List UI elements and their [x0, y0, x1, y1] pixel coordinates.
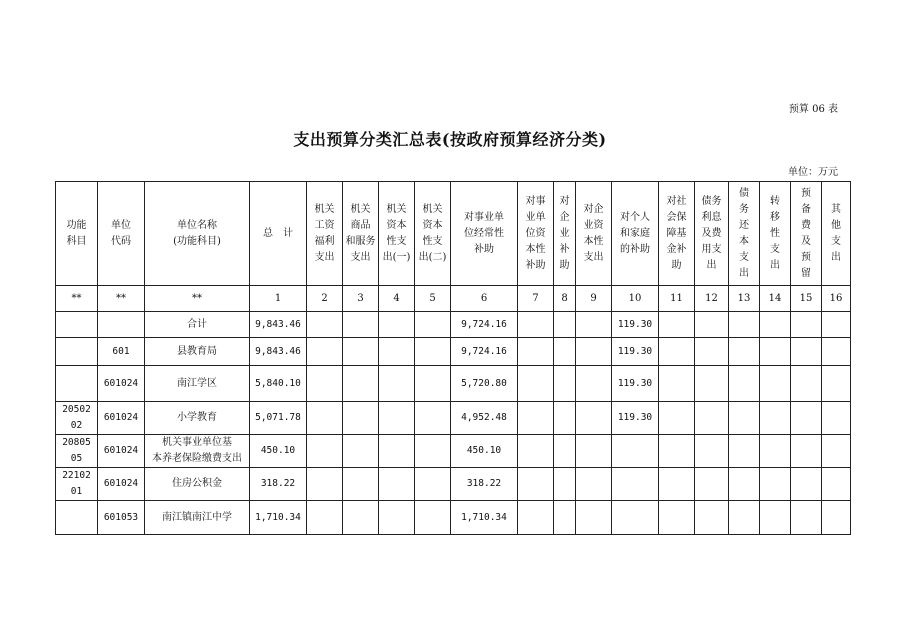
amount-cell: 119.30 — [612, 402, 659, 435]
index-cell: 8 — [554, 286, 576, 312]
amount-cell: 318.22 — [451, 468, 518, 501]
amount-cell — [576, 366, 612, 402]
amount-cell — [379, 402, 415, 435]
amount-cell — [791, 468, 822, 501]
func-subject-cell — [56, 501, 98, 535]
budget-table — [55, 181, 851, 535]
amount-cell — [791, 312, 822, 338]
unit-name-cell: 南江镇南江中学 — [145, 501, 250, 535]
amount-cell — [415, 312, 451, 338]
amount-cell — [791, 366, 822, 402]
func-subject-cell: 22102 01 — [56, 468, 98, 501]
unit-name-cell: 小学教育 — [145, 402, 250, 435]
total-cell: 450.10 — [250, 435, 307, 468]
amount-cell — [695, 312, 729, 338]
amount-cell: 119.30 — [612, 312, 659, 338]
index-cell: 4 — [379, 286, 415, 312]
amount-cell — [307, 501, 343, 535]
amount-cell — [379, 435, 415, 468]
unit-code-cell — [98, 312, 145, 338]
header-col-5: 机关 资本 性支 出(二) — [415, 182, 451, 286]
amount-cell: 9,724.16 — [451, 338, 518, 366]
amount-cell — [343, 468, 379, 501]
amount-cell — [307, 402, 343, 435]
index-cell: 6 — [451, 286, 518, 312]
amount-cell — [307, 366, 343, 402]
amount-cell — [695, 501, 729, 535]
table-row — [56, 501, 851, 535]
amount-cell — [379, 468, 415, 501]
amount-cell — [554, 468, 576, 501]
table-row — [56, 435, 851, 468]
amount-cell — [576, 468, 612, 501]
header-unit-code: 单位 代码 — [98, 182, 145, 286]
amount-cell — [518, 338, 554, 366]
amount-cell — [576, 435, 612, 468]
index-cell: 16 — [822, 286, 851, 312]
amount-cell — [415, 366, 451, 402]
amount-cell — [307, 312, 343, 338]
amount-cell — [822, 468, 851, 501]
table-row — [56, 468, 851, 501]
index-cell: 12 — [695, 286, 729, 312]
header-total: 总 计 — [250, 182, 307, 286]
amount-cell: 119.30 — [612, 366, 659, 402]
amount-cell — [729, 501, 760, 535]
header-row — [56, 182, 851, 286]
amount-cell — [379, 501, 415, 535]
index-cell: ** — [56, 286, 98, 312]
amount-cell — [729, 338, 760, 366]
amount-cell — [415, 468, 451, 501]
amount-cell — [760, 402, 791, 435]
total-cell: 5,071.78 — [250, 402, 307, 435]
index-cell: 9 — [576, 286, 612, 312]
total-cell: 318.22 — [250, 468, 307, 501]
header-func-subject: 功能 科目 — [56, 182, 98, 286]
amount-cell — [554, 402, 576, 435]
amount-cell — [518, 501, 554, 535]
header-col-6: 对事业单 位经常性 补助 — [451, 182, 518, 286]
amount-cell — [822, 501, 851, 535]
amount-cell — [343, 501, 379, 535]
amount-cell — [760, 468, 791, 501]
amount-cell: 9,724.16 — [451, 312, 518, 338]
amount-cell — [659, 501, 695, 535]
amount-cell — [612, 435, 659, 468]
header-col-9: 对企 业资 本性 支出 — [576, 182, 612, 286]
amount-cell — [576, 402, 612, 435]
amount-cell — [791, 435, 822, 468]
amount-cell — [518, 435, 554, 468]
total-cell: 9,843.46 — [250, 338, 307, 366]
amount-cell — [760, 501, 791, 535]
header-unit-name: 单位名称 (功能科目) — [145, 182, 250, 286]
header-col-13: 债 务 还 本 支 出 — [729, 182, 760, 286]
func-subject-cell: 20805 05 — [56, 435, 98, 468]
table-row — [56, 338, 851, 366]
amount-cell — [518, 468, 554, 501]
amount-cell — [659, 435, 695, 468]
unit-name-cell: 南江学区 — [145, 366, 250, 402]
amount-cell — [518, 366, 554, 402]
amount-cell — [760, 338, 791, 366]
index-cell: 13 — [729, 286, 760, 312]
amount-cell — [554, 312, 576, 338]
func-subject-cell — [56, 366, 98, 402]
header-col-11: 对社 会保 障基 金补 助 — [659, 182, 695, 286]
amount-cell — [729, 468, 760, 501]
amount-cell — [612, 468, 659, 501]
header-col-12: 债务 利息 及费 用支 出 — [695, 182, 729, 286]
amount-cell — [729, 435, 760, 468]
header-col-8: 对 企 业 补 助 — [554, 182, 576, 286]
index-cell: 11 — [659, 286, 695, 312]
amount-cell — [554, 501, 576, 535]
unit-code-cell: 601053 — [98, 501, 145, 535]
index-cell: 15 — [791, 286, 822, 312]
amount-cell — [729, 402, 760, 435]
amount-cell — [791, 338, 822, 366]
amount-cell — [695, 338, 729, 366]
amount-cell — [576, 338, 612, 366]
unit-label: 单位：万元 — [788, 167, 838, 178]
amount-cell — [729, 312, 760, 338]
amount-cell — [612, 501, 659, 535]
func-subject-cell — [56, 338, 98, 366]
amount-cell — [729, 366, 760, 402]
unit-name-cell: 机关事业单位基 本养老保险缴费支出 — [145, 435, 250, 468]
amount-cell — [343, 435, 379, 468]
func-subject-cell: 20502 02 — [56, 402, 98, 435]
amount-cell — [659, 468, 695, 501]
amount-cell — [822, 402, 851, 435]
header-col-4: 机关 资本 性支 出(一) — [379, 182, 415, 286]
header-col-2: 机关 工资 福利 支出 — [307, 182, 343, 286]
amount-cell: 5,720.80 — [451, 366, 518, 402]
table-row — [56, 312, 851, 338]
amount-cell — [415, 338, 451, 366]
amount-cell — [760, 435, 791, 468]
total-cell: 1,710.34 — [250, 501, 307, 535]
func-subject-cell — [56, 312, 98, 338]
index-cell: 2 — [307, 286, 343, 312]
amount-cell — [822, 312, 851, 338]
amount-cell: 4,952.48 — [451, 402, 518, 435]
index-cell: 1 — [250, 286, 307, 312]
page-title: 支出预算分类汇总表(按政府预算经济分类) — [293, 130, 607, 149]
amount-cell — [379, 366, 415, 402]
index-cell: ** — [98, 286, 145, 312]
table-row — [56, 366, 851, 402]
amount-cell — [307, 468, 343, 501]
amount-cell — [343, 312, 379, 338]
amount-cell — [791, 402, 822, 435]
amount-cell — [554, 435, 576, 468]
amount-cell: 1,710.34 — [451, 501, 518, 535]
index-cell: 14 — [760, 286, 791, 312]
amount-cell — [822, 338, 851, 366]
amount-cell — [415, 402, 451, 435]
amount-cell — [695, 468, 729, 501]
amount-cell — [822, 366, 851, 402]
unit-code-cell: 601024 — [98, 435, 145, 468]
amount-cell: 450.10 — [451, 435, 518, 468]
total-cell: 5,840.10 — [250, 366, 307, 402]
header-col-7: 对事 业单 位资 本性 补助 — [518, 182, 554, 286]
index-cell: 3 — [343, 286, 379, 312]
unit-code-cell: 601024 — [98, 402, 145, 435]
amount-cell — [343, 338, 379, 366]
header-col-3: 机关 商品 和服务 支出 — [343, 182, 379, 286]
header-col-16: 其 他 支 出 — [822, 182, 851, 286]
amount-cell — [307, 435, 343, 468]
amount-cell — [554, 338, 576, 366]
amount-cell — [343, 366, 379, 402]
amount-cell — [518, 402, 554, 435]
amount-cell — [554, 366, 576, 402]
amount-cell — [659, 312, 695, 338]
table-row — [56, 402, 851, 435]
index-cell: 7 — [518, 286, 554, 312]
amount-cell — [415, 501, 451, 535]
unit-name-cell: 县教育局 — [145, 338, 250, 366]
amount-cell — [659, 366, 695, 402]
amount-cell — [791, 501, 822, 535]
unit-code-cell: 601024 — [98, 468, 145, 501]
index-cell: ** — [145, 286, 250, 312]
amount-cell — [760, 312, 791, 338]
amount-cell — [695, 366, 729, 402]
amount-cell — [415, 435, 451, 468]
unit-name-cell: 合计 — [145, 312, 250, 338]
amount-cell — [659, 402, 695, 435]
header-col-14: 转 移 性 支 出 — [760, 182, 791, 286]
amount-cell — [518, 312, 554, 338]
amount-cell — [576, 312, 612, 338]
unit-code-cell: 601024 — [98, 366, 145, 402]
amount-cell — [822, 435, 851, 468]
unit-name-cell: 住房公积金 — [145, 468, 250, 501]
header-col-10: 对个人 和家庭 的补助 — [612, 182, 659, 286]
amount-cell — [343, 402, 379, 435]
amount-cell — [659, 338, 695, 366]
unit-code-cell: 601 — [98, 338, 145, 366]
amount-cell — [695, 435, 729, 468]
amount-cell: 119.30 — [612, 338, 659, 366]
amount-cell — [760, 366, 791, 402]
total-cell: 9,843.46 — [250, 312, 307, 338]
index-cell: 10 — [612, 286, 659, 312]
index-row — [56, 286, 851, 312]
form-number: 预算 06 表 — [788, 104, 838, 115]
amount-cell — [307, 338, 343, 366]
index-cell: 5 — [415, 286, 451, 312]
header-col-15: 预 备 费 及 预 留 — [791, 182, 822, 286]
amount-cell — [379, 338, 415, 366]
amount-cell — [576, 501, 612, 535]
amount-cell — [695, 402, 729, 435]
amount-cell — [379, 312, 415, 338]
